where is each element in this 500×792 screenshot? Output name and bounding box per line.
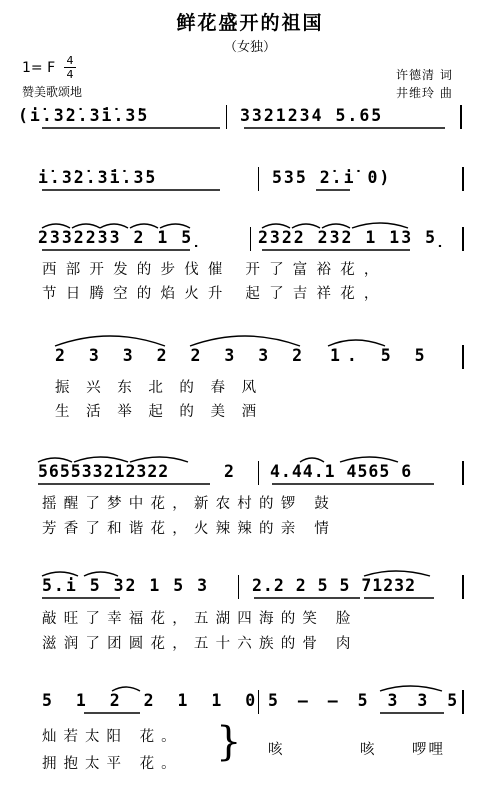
barline — [258, 690, 259, 714]
barline — [238, 575, 239, 599]
measure-3: i̇.3̇2̇.3̇i̇.3̇5 — [38, 168, 158, 187]
barline-end — [462, 690, 464, 714]
barline-end — [462, 575, 464, 599]
tail-lyric-3: 啰哩 — [412, 742, 445, 758]
lyric-verse-1: 西部开发的步伐催 开了富裕花， — [42, 262, 388, 278]
barline-end — [462, 461, 464, 485]
tempo-mark: 赞美歌颂地 — [22, 85, 83, 99]
lyric-verse-2: 芳香了和谐花，火辣辣的亲 情 — [42, 521, 336, 537]
notation-row-3 — [0, 225, 500, 253]
lyric-verse-1: 灿若太阳 花。 — [42, 729, 183, 745]
measure-1: (i̇.3̇2̇.3̇i̇.3̇5 — [18, 106, 150, 125]
notation-row-5 — [0, 459, 500, 487]
song-subtitle: （女独） — [223, 40, 276, 55]
measure-11: 5.i 5 32 1 5 3 — [42, 576, 210, 595]
time-signature — [64, 55, 76, 80]
lyricist-credit: 许德清 词 — [396, 68, 453, 82]
time-sig-bottom: 4 — [66, 68, 74, 81]
lyric-verse-2: 节日腾空的焰火升 起了吉祥花， — [42, 286, 388, 302]
lyric-verse-2: 生 活 举 起 的 美 酒 — [55, 404, 263, 420]
barline-end — [462, 167, 464, 191]
key-signature — [22, 60, 55, 76]
measure-5: 2332233 2 1 5̣ — [38, 228, 204, 247]
barline-end — [462, 227, 464, 251]
notation-row-7 — [0, 688, 500, 716]
measure-12: 2.2 2 5 5 71232 — [252, 576, 417, 595]
time-sig-top: 4 — [66, 54, 74, 67]
key-text: 1= F — [22, 60, 56, 76]
measure-7: 2 3 3 2 2 3 3 2 — [55, 346, 310, 365]
barline — [258, 167, 259, 191]
measure-13: 5 1 2 2 1 1 0 — [42, 691, 263, 710]
measure-4: 535 2̇.i̇ 0) — [272, 168, 392, 187]
barline — [258, 461, 259, 485]
tail-lyric-2: 咳 — [360, 742, 384, 758]
measure-9b: 2 — [224, 462, 236, 481]
barline — [250, 227, 251, 251]
song-title: 鲜花盛开的祖国 — [176, 12, 324, 34]
measure-2: 3321234 5.65 — [240, 106, 384, 125]
lyric-verse-1: 摇醒了梦中花，新农村的锣 鼓 — [42, 496, 336, 512]
barline-end — [462, 345, 464, 369]
notation-row-6 — [0, 573, 500, 601]
notation-row-2 — [0, 165, 500, 193]
barline-end — [460, 105, 462, 129]
composer-credit: 井维玲 曲 — [396, 86, 453, 100]
tail-lyric-1: 咳 — [268, 742, 292, 758]
notation-row-1 — [0, 103, 500, 131]
measure-9: 565533212322 — [38, 462, 170, 481]
lyric-verse-2: 拥抱太平 花。 — [42, 756, 183, 772]
measure-14: 5 – – 5 3 3 5 — [268, 691, 463, 710]
measure-6: 2322 232 1 13 5̣ — [258, 228, 447, 247]
measure-8: 1. 5 5 — [330, 346, 432, 365]
notation-row-4 — [0, 343, 500, 371]
lyric-verse-1: 振 兴 东 北 的 春 风 — [55, 380, 263, 396]
measure-10: 4.44.1 4565 6 — [270, 462, 413, 481]
lyric-verse-2: 滋润了团圆花，五十六族的骨 肉 — [42, 636, 358, 652]
lyric-verse-1: 敲旺了幸福花，五湖四海的笑 脸 — [42, 611, 358, 627]
verse-brace: } — [216, 719, 242, 765]
barline — [226, 105, 227, 129]
